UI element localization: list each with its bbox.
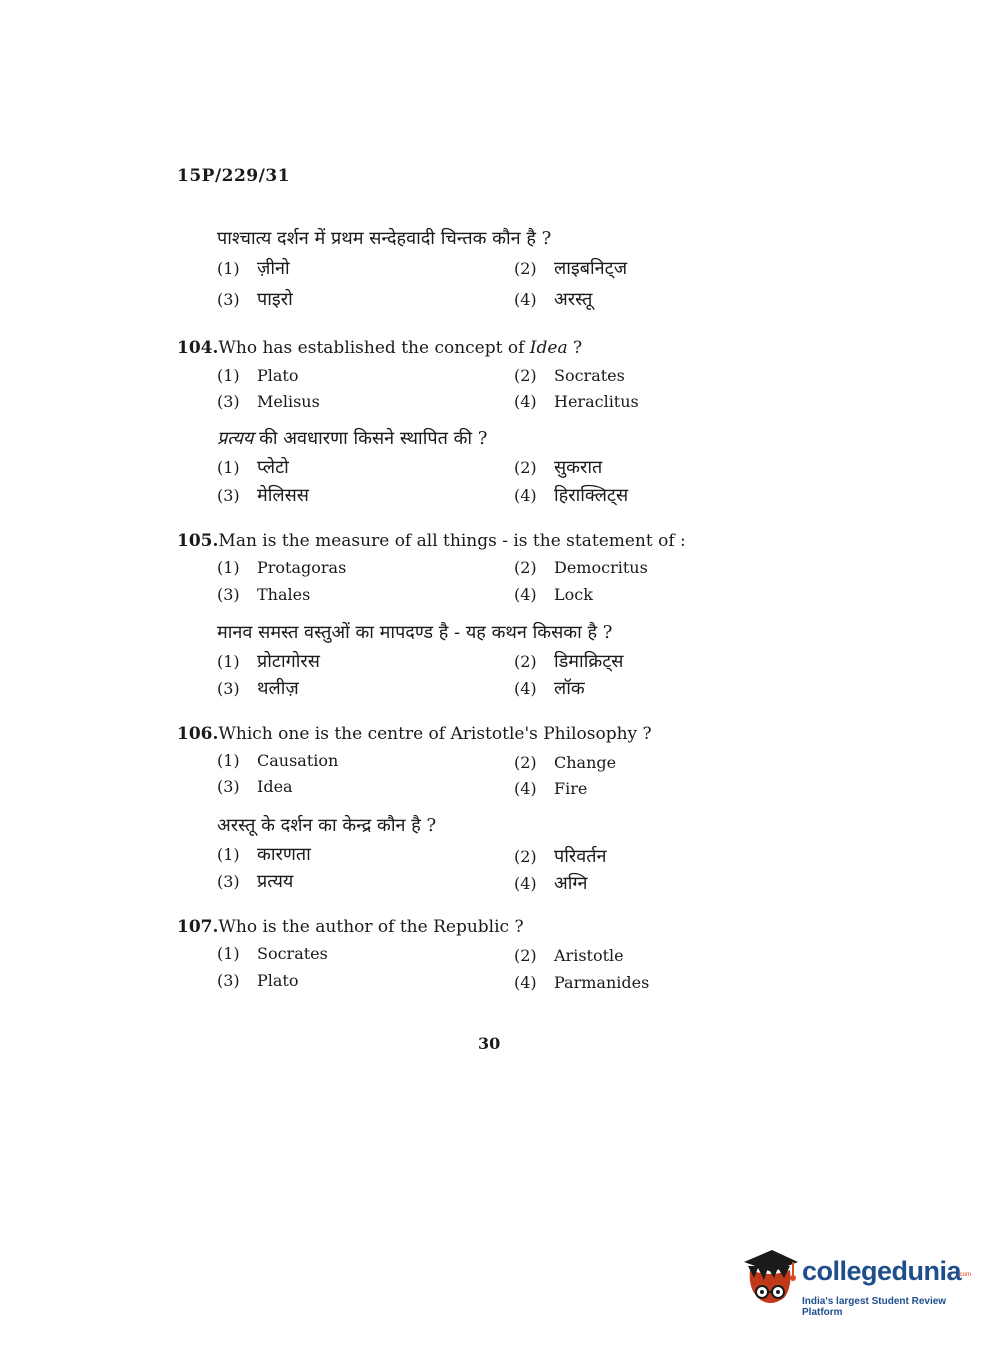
q106-hindi-option-3 xyxy=(217,869,293,893)
option-label: डिमाक्रिट्स xyxy=(554,651,624,672)
q105-hindi-text: मानव समस्त वस्तुओं का मापदण्ड है - यह कथन किसका है ? xyxy=(217,622,613,643)
option-label: Heraclitus xyxy=(554,392,639,411)
option-number: (4) xyxy=(514,290,537,309)
q104-option-2 xyxy=(514,366,625,385)
question-number: 104. xyxy=(177,338,219,358)
q104-hindi-option-4 xyxy=(514,483,628,507)
q103-hindi-text: पाश्चात्य दर्शन में प्रथम सन्देहवादी चिन्तक कौन है ? xyxy=(217,228,552,249)
option-label: Aristotle xyxy=(554,946,624,965)
q105-hindi-option-3 xyxy=(217,676,299,700)
option-number: (2) xyxy=(514,458,537,477)
q106-option-1 xyxy=(217,751,338,770)
option-number: (1) xyxy=(217,366,240,385)
q104-hindi-text xyxy=(217,426,487,450)
option-label: हिराक्लिट्स xyxy=(554,485,629,506)
option-number: (1) xyxy=(217,944,240,963)
logo-dotcom: .com xyxy=(958,1272,972,1278)
q104-hindi-option-2 xyxy=(514,455,602,479)
q107-question xyxy=(177,917,524,937)
paper-code: 15P/229/31 xyxy=(177,166,291,186)
q106-option-4 xyxy=(514,779,587,798)
question-text: Who is the author of the Republic ? xyxy=(218,917,524,937)
question-number: 106. xyxy=(177,724,219,744)
hindi-italic-term: प्रत्यय xyxy=(217,428,254,449)
option-number: (1) xyxy=(217,845,240,864)
option-label: Socrates xyxy=(554,366,625,385)
option-number: (4) xyxy=(514,486,537,505)
q103-hindi-option-4 xyxy=(514,287,592,311)
q104-question xyxy=(177,338,582,358)
question-text: Who has established the concept of xyxy=(218,338,530,358)
option-number: (3) xyxy=(217,971,240,990)
option-label: थलीज़ xyxy=(257,678,299,699)
q107-option-1 xyxy=(217,944,328,963)
question-number: 105. xyxy=(177,531,219,551)
q107-option-4 xyxy=(514,973,649,992)
option-label: Plato xyxy=(257,366,299,385)
q104-hindi-option-1 xyxy=(217,455,289,479)
option-label: अरस्तू xyxy=(554,289,593,310)
hindi-text: की अवधारणा किसने स्थापित की ? xyxy=(253,428,488,449)
option-number: (3) xyxy=(217,777,240,796)
q103-hindi-option-2 xyxy=(514,256,627,280)
option-number: (3) xyxy=(217,486,240,505)
option-label: Lock xyxy=(554,585,593,604)
option-label: Socrates xyxy=(257,944,328,963)
q106-hindi-option-1 xyxy=(217,842,311,866)
question-text-italic: Idea xyxy=(529,338,568,358)
q104-hindi-option-3 xyxy=(217,483,309,507)
question-text: Man is the measure of all things - is the statement of : xyxy=(218,531,686,551)
option-number: (4) xyxy=(514,585,537,604)
option-label: प्लेटो xyxy=(257,457,289,478)
q106-hindi-option-2 xyxy=(514,844,607,868)
option-label: कारणता xyxy=(257,844,311,865)
option-number: (1) xyxy=(217,652,240,671)
q105-question xyxy=(177,531,686,551)
option-number: (2) xyxy=(514,259,537,278)
option-number: (1) xyxy=(217,259,240,278)
q103-hindi-option-1 xyxy=(217,256,290,280)
option-label: Plato xyxy=(257,971,299,990)
option-label: प्रत्यय xyxy=(257,871,294,892)
q106-question xyxy=(177,724,652,744)
option-label: Change xyxy=(554,753,617,772)
option-label: अग्नि xyxy=(554,873,588,894)
option-number: (1) xyxy=(217,558,240,577)
option-number: (4) xyxy=(514,973,537,992)
option-number: (2) xyxy=(514,652,537,671)
q106-hindi-option-4 xyxy=(514,871,587,895)
q105-hindi-option-1 xyxy=(217,649,320,673)
q103-hindi-option-3 xyxy=(217,287,293,311)
logo-tagline: India's largest Student Review Platform xyxy=(802,1296,947,1318)
option-number: (4) xyxy=(514,679,537,698)
option-label: Democritus xyxy=(554,558,648,577)
q105-hindi-option-2 xyxy=(514,649,623,673)
option-number: (2) xyxy=(514,753,537,772)
option-label: परिवर्तन xyxy=(554,846,607,867)
q105-hindi-option-4 xyxy=(514,676,585,700)
option-number: (2) xyxy=(514,558,537,577)
question-number: 107. xyxy=(177,917,219,937)
option-label: प्रोटागोरस xyxy=(257,651,320,672)
q106-option-2 xyxy=(514,753,616,772)
option-label: Melisus xyxy=(257,392,320,411)
option-label: Thales xyxy=(257,585,311,604)
option-label: मेलिसस xyxy=(257,485,309,506)
option-number: (3) xyxy=(217,585,240,604)
q106-option-3 xyxy=(217,777,293,796)
option-number: (3) xyxy=(217,392,240,411)
option-label: पाइरो xyxy=(257,289,293,310)
option-number: (2) xyxy=(514,946,537,965)
q107-option-3 xyxy=(217,971,298,990)
option-label: ज़ीनो xyxy=(257,258,290,279)
option-number: (3) xyxy=(217,872,240,891)
question-text: Which one is the centre of Aristotle's Philosophy ? xyxy=(218,724,652,744)
q105-option-2 xyxy=(514,558,648,577)
page-number: 30 xyxy=(478,1034,501,1053)
option-label: Protagoras xyxy=(257,558,347,577)
option-number: (4) xyxy=(514,779,537,798)
collegedunia-logo xyxy=(740,1248,970,1318)
q106-hindi-text: अरस्तू के दर्शन का केन्द्र कौन है ? xyxy=(217,815,437,836)
q107-option-2 xyxy=(514,946,624,965)
option-number: (2) xyxy=(514,366,537,385)
mascot-icon xyxy=(740,1248,800,1310)
option-number: (4) xyxy=(514,874,537,893)
option-label: Fire xyxy=(554,779,588,798)
logo-brand-text: collegedunia xyxy=(802,1256,962,1286)
option-number: (2) xyxy=(514,847,537,866)
option-label: लॉक xyxy=(554,678,585,699)
option-label: सुकरात xyxy=(554,457,603,478)
option-number: (1) xyxy=(217,458,240,477)
q105-option-1 xyxy=(217,558,346,577)
option-number: (1) xyxy=(217,751,240,770)
q105-option-3 xyxy=(217,585,310,604)
option-label: लाइबनिट्ज xyxy=(554,258,628,279)
q104-option-4 xyxy=(514,392,639,411)
option-label: Causation xyxy=(257,751,339,770)
option-number: (3) xyxy=(217,290,240,309)
q104-option-1 xyxy=(217,366,298,385)
q104-option-3 xyxy=(217,392,320,411)
option-number: (4) xyxy=(514,392,537,411)
question-text-end: ? xyxy=(567,338,583,358)
q105-option-4 xyxy=(514,585,593,604)
option-label: Idea xyxy=(257,777,293,796)
option-label: Parmanides xyxy=(554,973,650,992)
option-number: (3) xyxy=(217,679,240,698)
